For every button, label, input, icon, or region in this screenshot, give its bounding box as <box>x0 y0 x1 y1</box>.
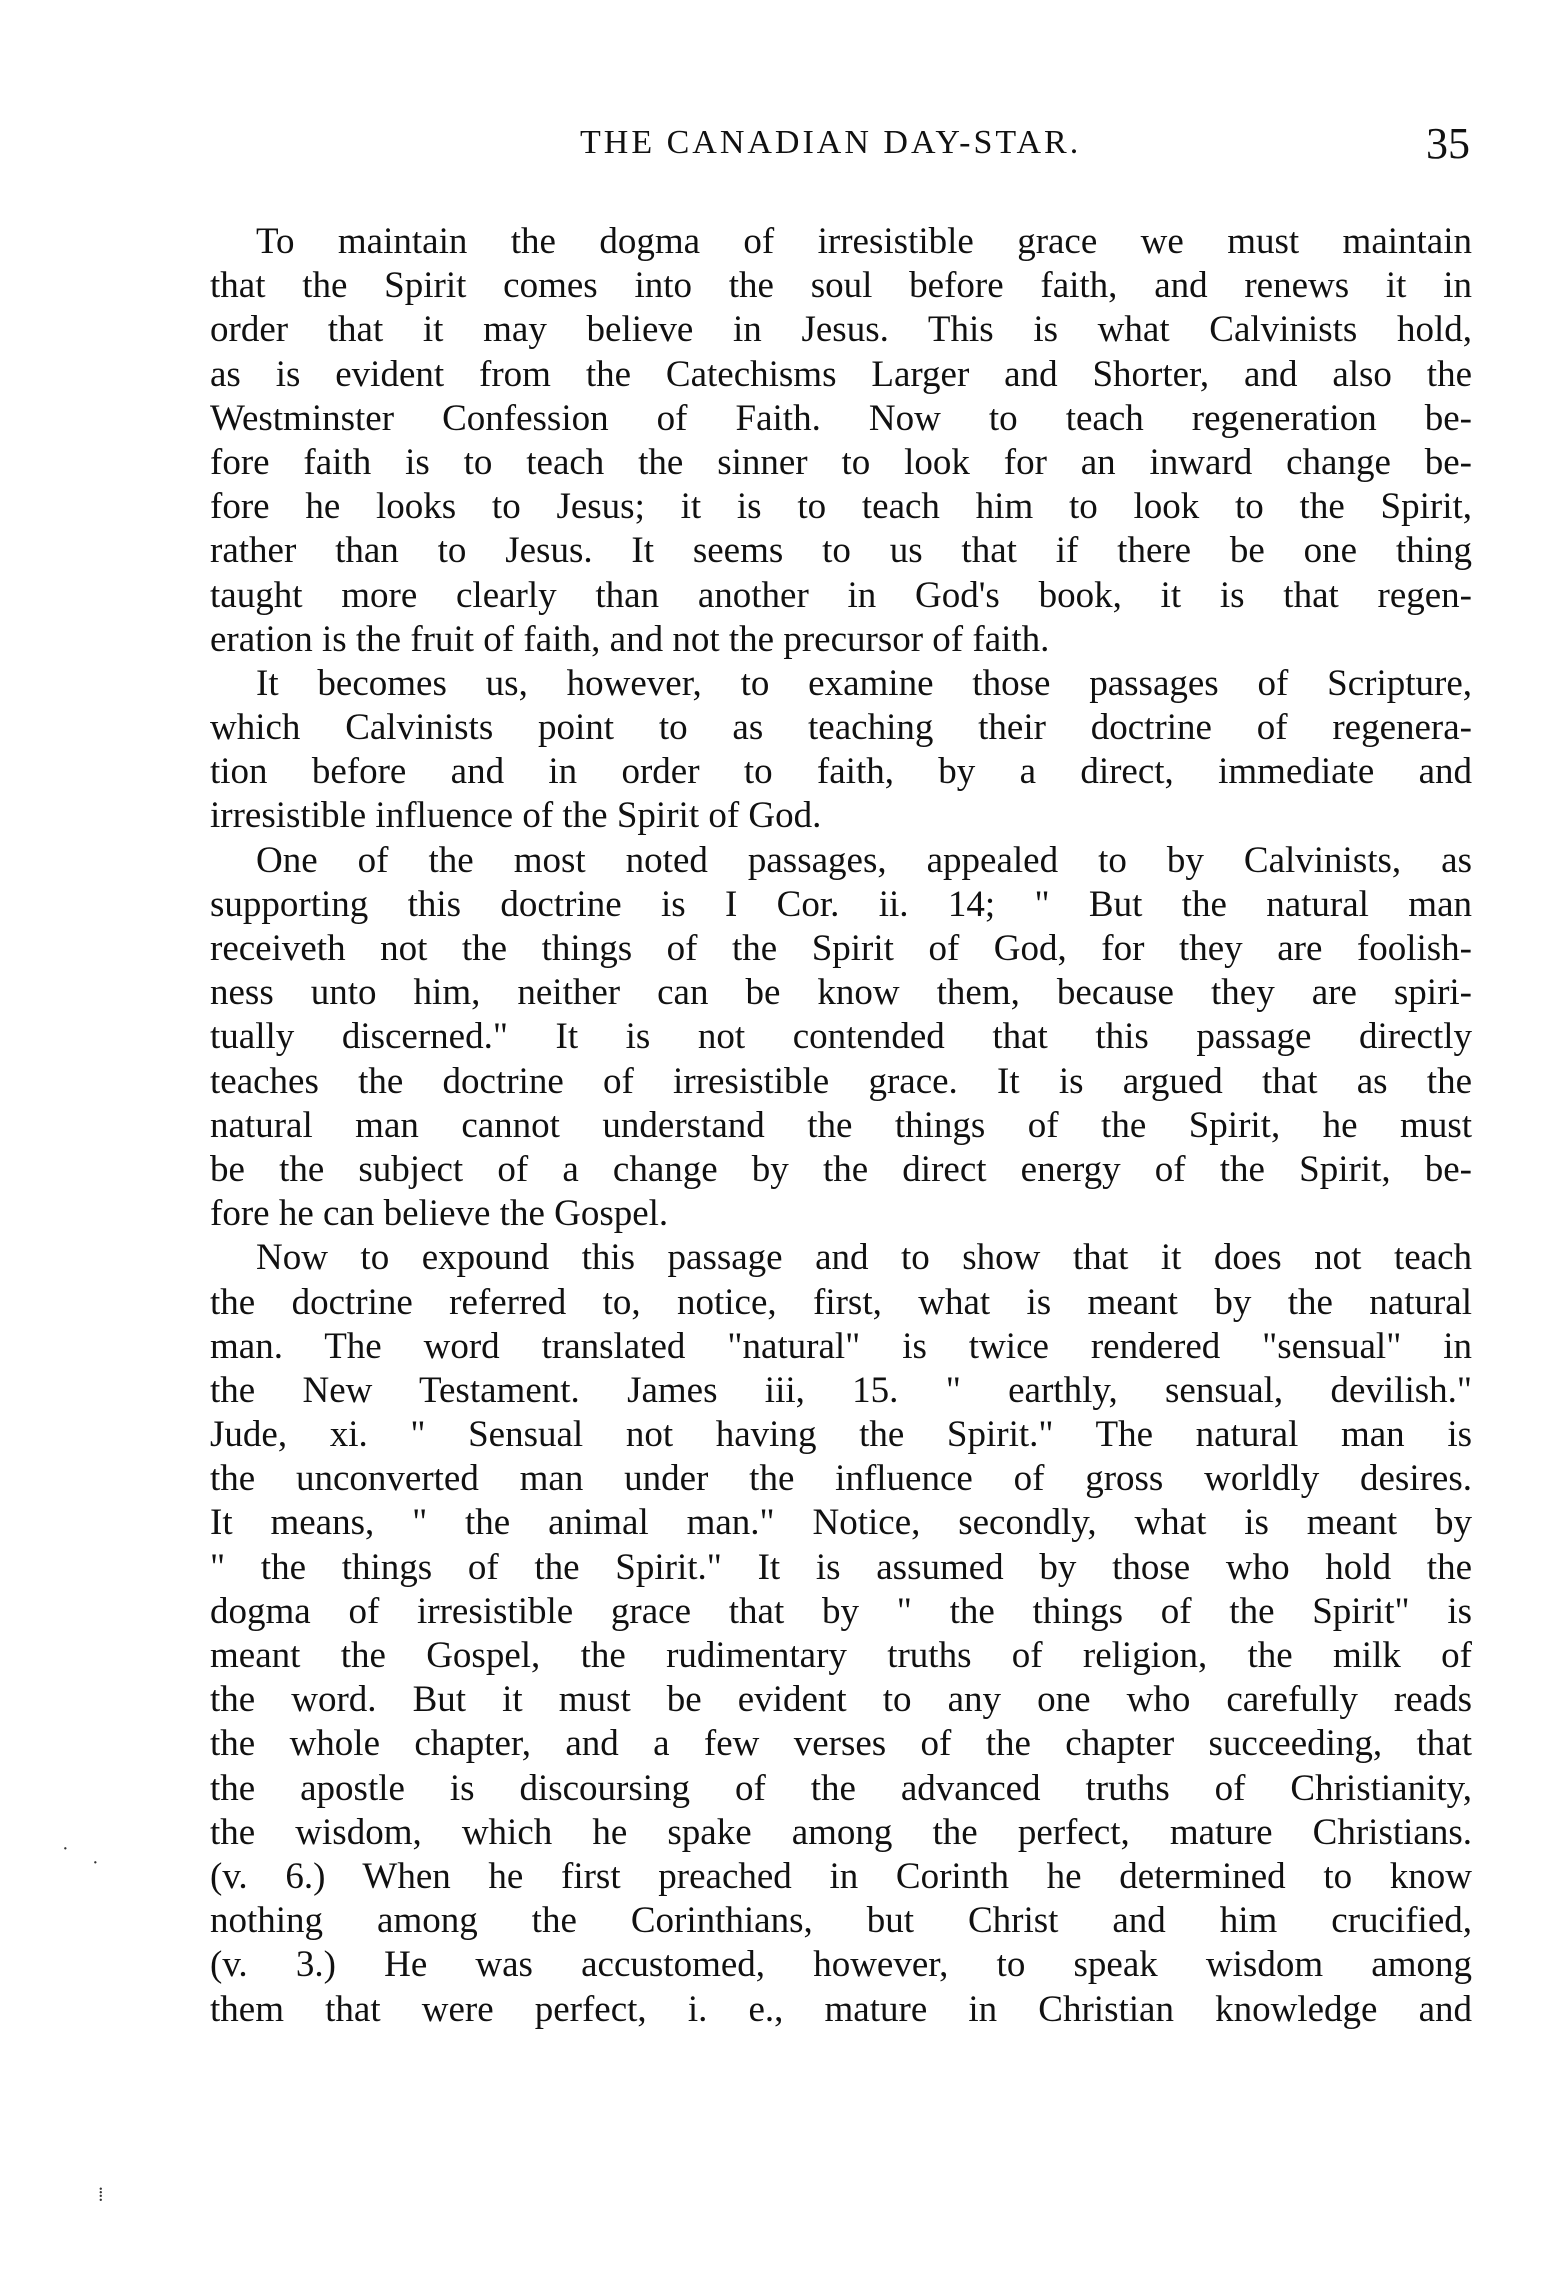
text-line: Westminster Confession of Faith. Now to teach regeneration be- <box>210 397 1472 439</box>
text-line: supporting this doctrine is I Cor. ii. 14; " But the natural man <box>210 883 1472 925</box>
text-line: eration is the fruit of faith, and not the precursor of faith. <box>210 618 1050 660</box>
text-line: nothing among the Corinthians, but Christ and him crucified, <box>210 1900 1472 1942</box>
text-line: irresistible influence of the Spirit of God. <box>210 795 822 837</box>
text-line: receiveth not the things of the Spirit of God, for they are foolish- <box>210 928 1472 969</box>
text-line: natural man cannot understand the things of the Spirit, he must <box>210 1104 1472 1146</box>
text-line: which Calvinists point to as teaching their doctrine of regenera- <box>210 707 1472 749</box>
text-line: fore he can believe the Gospel. <box>210 1193 669 1235</box>
text-body <box>210 220 1472 2032</box>
running-head <box>210 118 1470 178</box>
text-line: Jude, xi. " Sensual not having the Spirit." The natural man is <box>210 1414 1472 1456</box>
text-line: the wisdom, which he spake among the perfect, mature Christians. <box>210 1811 1472 1853</box>
text-line: One of the most noted passages, appealed to by Calvinists, as <box>256 839 1472 881</box>
text-line: meant the Gospel, the rudimentary truths of religion, the milk of <box>210 1635 1472 1676</box>
text-line: (v. 3.) He was accustomed, however, to speak wisdom among <box>210 1944 1472 1986</box>
text-line: tion before and in order to faith, by a direct, immediate and <box>210 751 1472 793</box>
margin-speck: ⁞ <box>98 2184 104 2206</box>
text-line: the New Testament. James iii, 15. " earthly, sensual, devilish." <box>210 1369 1472 1411</box>
text-line: taught more clearly than another in God's book, it is that regen- <box>210 574 1472 616</box>
text-line: as is evident from the Catechisms Larger and Shorter, and also the <box>210 353 1472 395</box>
text-line: ness unto him, neither can be know them, because they are spiri- <box>210 972 1472 1014</box>
text-line: To maintain the dogma of irresistible grace we must maintain <box>256 221 1472 262</box>
text-line: Now to expound this passage and to show that it does not teach <box>256 1237 1472 1279</box>
text-line: It becomes us, however, to examine those passages of Scripture, <box>256 662 1472 704</box>
text-line: that the Spirit comes into the soul before faith, and renews it in <box>210 265 1472 307</box>
text-line: the whole chapter, and a few verses of the chapter succeeding, that <box>210 1723 1472 1765</box>
text-line: teaches the doctrine of irresistible grace. It is argued that as the <box>210 1060 1472 1102</box>
margin-speck: · <box>92 1852 99 1874</box>
text-line: them that were perfect, i. e., mature in Christian knowledge and <box>210 1988 1472 2030</box>
text-line: the doctrine referred to, notice, first, what is meant by the natural <box>210 1281 1472 1323</box>
text-line: fore faith is to teach the sinner to look for an inward change be- <box>210 441 1472 483</box>
running-title: THE CANADIAN DAY-STAR. <box>580 124 1082 161</box>
margin-speck: · <box>62 1838 69 1860</box>
text-line: (v. 6.) When he first preached in Corinth he determined to know <box>210 1855 1472 1897</box>
text-line: order that it may believe in Jesus. This is what Calvinists hold, <box>210 309 1472 351</box>
page-number: 35 <box>1426 119 1470 168</box>
text-line: dogma of irresistible grace that by " the things of the Spirit" is <box>210 1590 1472 1632</box>
text-line: man. The word translated "natural" is twice rendered "sensual" in <box>210 1325 1472 1367</box>
text-line: fore he looks to Jesus; it is to teach him to look to the Spirit, <box>210 486 1472 528</box>
text-line: tually discerned." It is not contended that this passage directly <box>210 1016 1472 1058</box>
text-line: the word. But it must be evident to any one who carefully reads <box>210 1679 1472 1721</box>
text-line: It means, " the animal man." Notice, secondly, what is meant by <box>210 1502 1472 1544</box>
text-line: rather than to Jesus. It seems to us that if there be one thing <box>210 530 1472 572</box>
text-line: " the things of the Spirit." It is assumed by those who hold the <box>210 1546 1472 1588</box>
text-line: the unconverted man under the influence of gross worldly desires. <box>210 1458 1472 1500</box>
text-line: be the subject of a change by the direct energy of the Spirit, be- <box>210 1148 1472 1190</box>
text-line: the apostle is discoursing of the advanced truths of Christianity, <box>210 1767 1472 1809</box>
